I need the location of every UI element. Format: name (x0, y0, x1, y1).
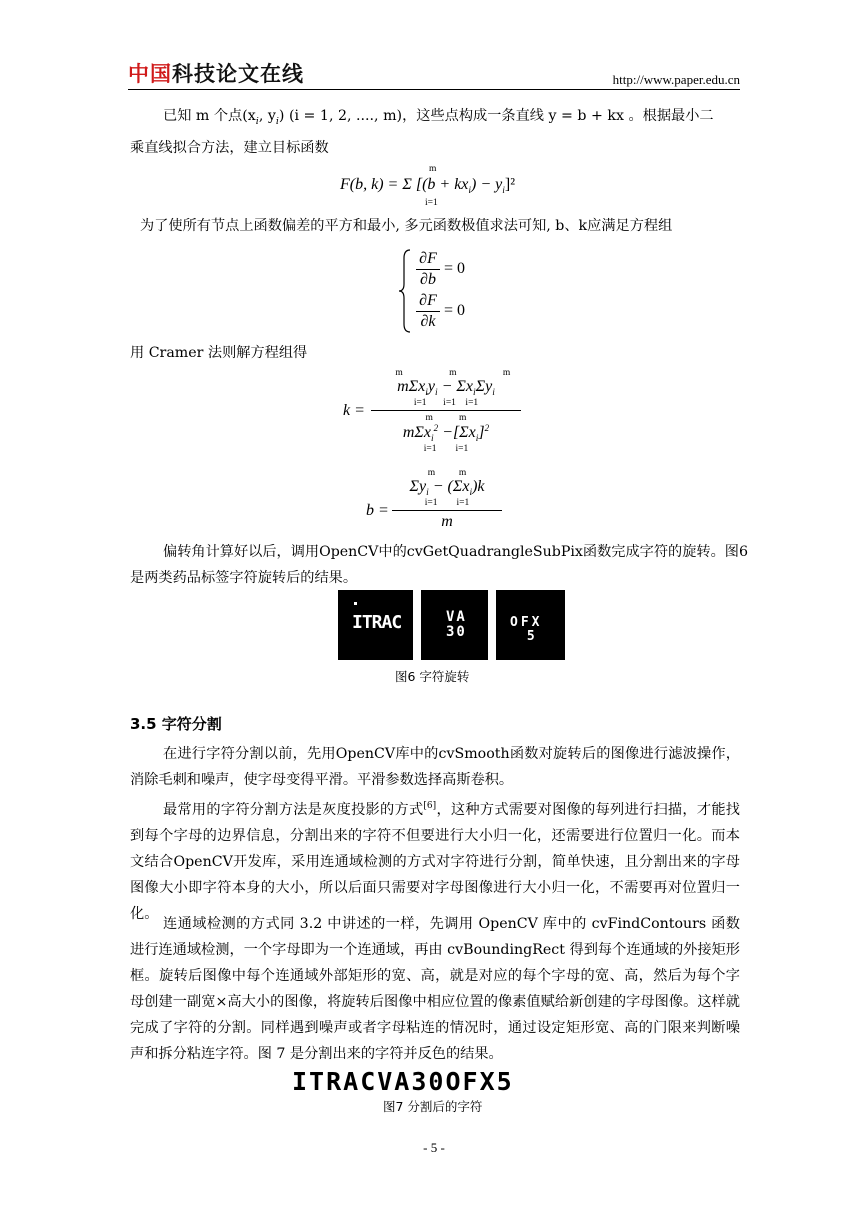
paragraph-smoothing: 在进行字符分割以前，先用OpenCV库中的cvSmooth函数对旋转后的图像进行滤波操作，消除毛刺和噪声，使字母变得平滑。平滑参数选择高斯卷积。 (130, 746, 740, 788)
objective-function-equation: m i=1 F(b, k) = Σ $[(b + kx_i) - y_i]^2$ (340, 164, 516, 208)
figure-6-caption: 图6 字符旋转 (395, 669, 470, 684)
k-solution-equation: k = m m m $m\Sigma x_iy_i - \Sigma x_i\Sigma y_i$ i=1 i=1 i=1 m m $m\Sigma x_i^2 -[\Sigma x_i]^2$ i=1 i=1 (343, 368, 533, 455)
b-solution-equation: b = m m $\Sigma y_i - (\Sigma x_i)k$ i=1 i=1 m (366, 468, 526, 538)
header-url[interactable]: http://www.paper.edu.cn (612, 72, 740, 87)
intro-line-2: 乘直线拟合方法，建立目标函数 (130, 139, 329, 156)
logo-black-text: 科技论文在线 (172, 62, 304, 86)
paragraph-cramer: 用 Cramer 法则解方程组得 (130, 345, 308, 361)
paragraph-rotation: 偏转角计算好以后，调用OpenCV中的cvGetQuadrangleSubPix函数完成字符的旋转。图6 是两类药品标签字符旋转后的结果。 (130, 544, 748, 586)
segmented-characters: ITRACVA30OFX5 (292, 1067, 514, 1096)
paragraph-connected-components: 连通域检测的方式同 3.2 中讲述的一样，先调用 OpenCV 库中的 cvFindContours 函数进行连通域检测，一个字母即为一个连通域，再由 cvBoundingRect 得到每个连通域的外接矩形框。旋转后图像中每个连通域外部矩形的宽、高，就是对应的每个字母的宽、高，然后为每个字母创建一副宽×高大小的图像，将旋转后图像中相应位置的像素值赋给新创建的字母图像。这样就完成了字符的分割。同样遇到噪声或者字母粘连的情况时，通过设定矩形宽、高的门限来判断噪声和拆分粘连字符。图 7 是分割出来的字符并反色的结果。 (130, 916, 740, 1062)
section-heading: 3.5 字符分割 (130, 715, 222, 733)
journal-logo (128, 62, 304, 86)
brace-icon (398, 248, 412, 334)
paragraph-intro (130, 103, 740, 161)
logo-red-text: 中国 (128, 62, 172, 86)
equation-system: ∂F ∂b = 0 ∂F ∂k = 0 (398, 248, 518, 338)
rotated-image-3: OFX 5 (496, 590, 565, 660)
paragraph-condition: 为了使所有节点上函数偏差的平方和最小, 多元函数极值求法可知, b、k应满足方程组 (140, 218, 673, 234)
paragraph-segmentation-method: 最常用的字符分割方法是灰度投影的方式[6]，这种方式需要对图像的每列进行扫描，才能找到每个字母的边界信息，分割出来的字符不但要进行大小归一化，还需要进行位置归一化。而本文结合OpenCV开发库，采用连通域检测的方式对字符进行分割，简单快速，且分割出来的字母图像大小即字符本身的大小，所以后面只需要对字母图像进行大小归一化，不需要再对位置归一化。 (130, 801, 740, 922)
page-number: - 5 - (423, 1140, 445, 1155)
header-rule (128, 89, 740, 90)
rotated-image-1: ITRAC (338, 590, 413, 660)
page-header (128, 62, 740, 88)
rotated-image-2: VA 30 (421, 590, 488, 660)
citation-ref[interactable]: [6] (423, 801, 437, 811)
figure-7-caption: 图7 分割后的字符 (383, 1099, 483, 1114)
intro-line-1: 已知 m 个点($x_i$, $y_i$) (i = 1, 2, ...., m)，这些点构成一条直线 y = b + kx 。根据最小二 (163, 108, 714, 127)
